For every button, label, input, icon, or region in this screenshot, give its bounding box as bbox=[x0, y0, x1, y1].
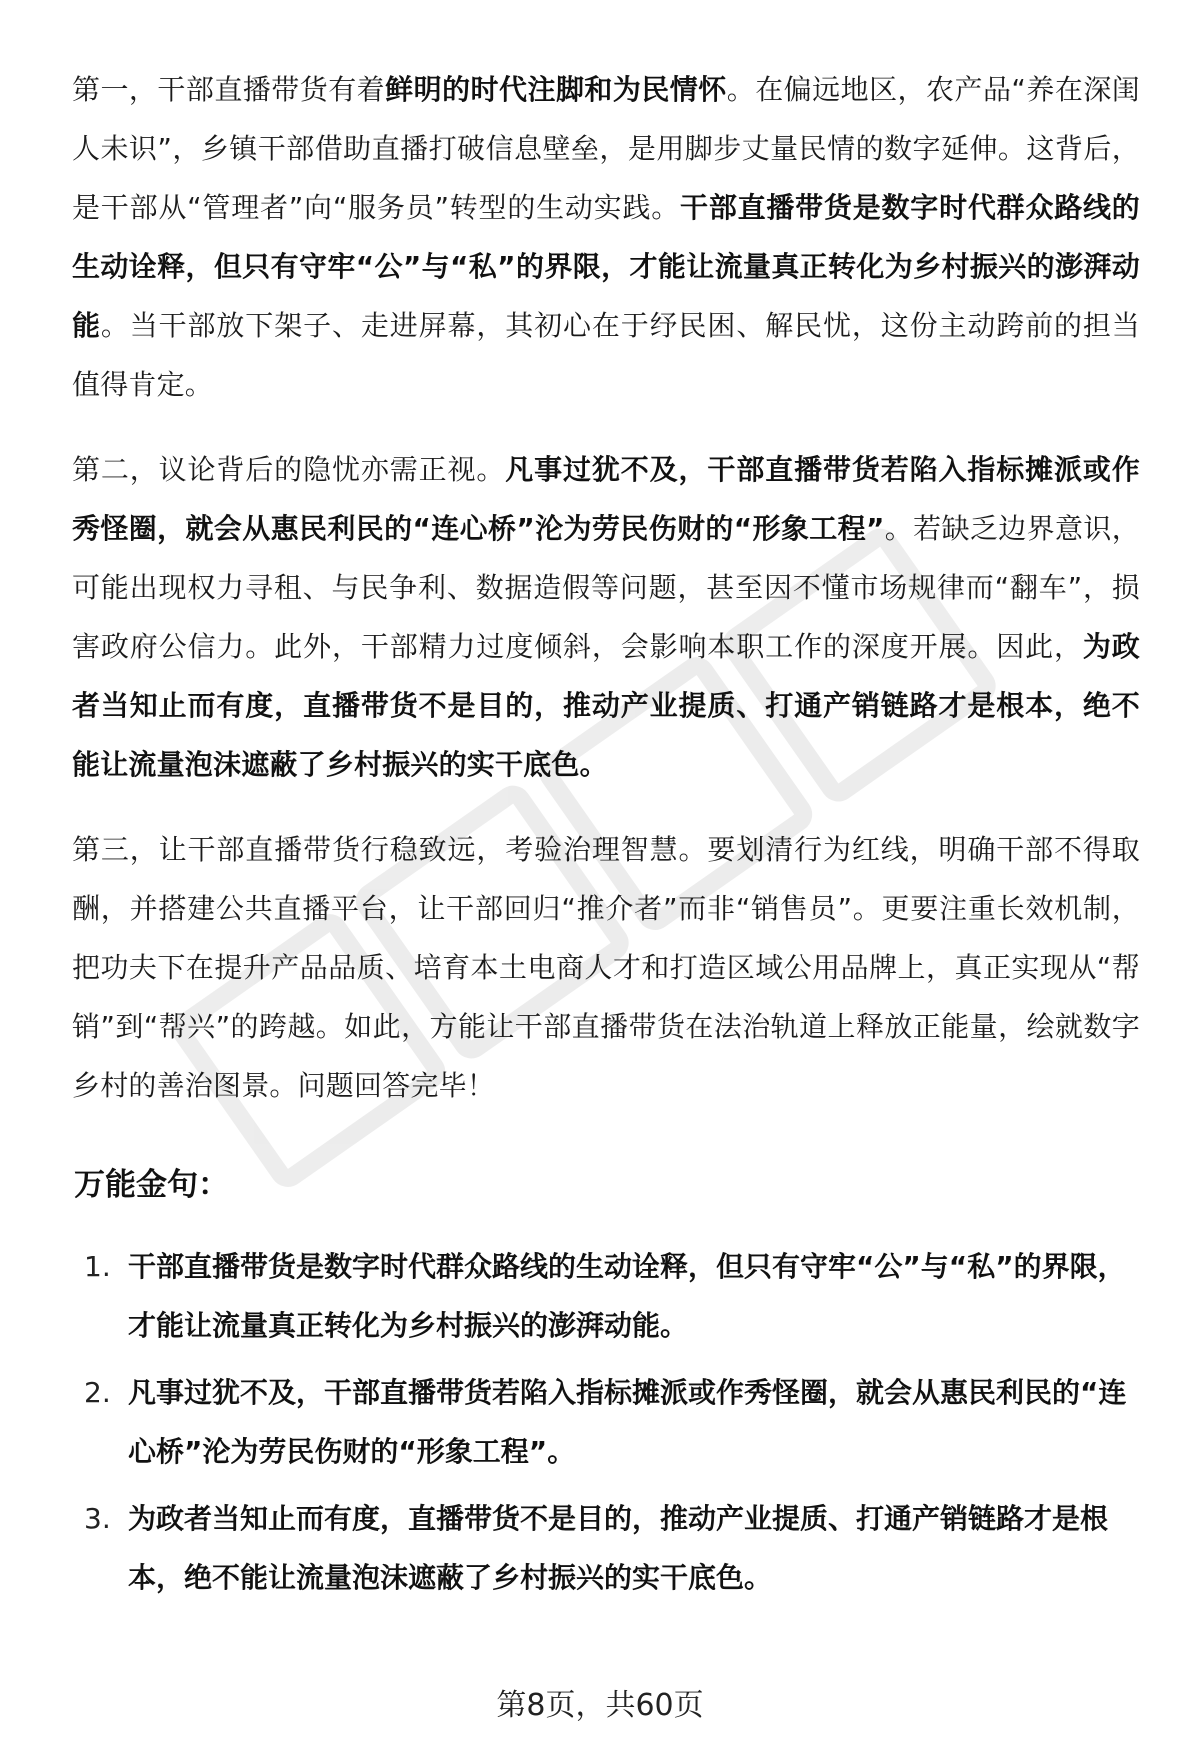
paragraph-2 bbox=[72, 440, 1140, 794]
list-item-number: 3. bbox=[84, 1502, 111, 1535]
paragraph-1-bold-2: 干部直播带货是数字时代群众路线的生动诠释，但只有守牢“公”与“私”的界限，才能让流量真正转化为乡村振兴的澎湃动能 bbox=[72, 191, 1140, 342]
list-item-text: 干部直播带货是数字时代群众路线的生动诠释，但只有守牢“公”与“私”的界限，才能让流量真正转化为乡村振兴的澎湃动能。 bbox=[128, 1250, 1126, 1342]
list-item-number: 1. bbox=[84, 1250, 111, 1283]
paragraph-1-bold-1: 鲜明的时代注脚和为民情怀 bbox=[385, 73, 727, 106]
paragraph-1 bbox=[72, 60, 1140, 414]
paragraph-1-text-3: 。当干部放下架子、走进屏幕，其初心在于纾民困、解民忧，这份主动跨前的担当值得肯定。 bbox=[72, 309, 1140, 401]
list-item bbox=[72, 1363, 1140, 1481]
paragraph-2-text-2: 。若缺乏边界意识，可能出现权力寻租、与民争利、数据造假等问题，甚至因不懂市场规律而“翻车”，损害政府公信力。此外，干部精力过度倾斜，会影响本职工作的深度开展。因此， bbox=[72, 512, 1140, 663]
paragraph-3 bbox=[72, 820, 1140, 1115]
paragraph-1-text-1: 第一，干部直播带货有着 bbox=[72, 73, 386, 106]
paragraph-3-text-1: 第三，让干部直播带货行稳致远，考验治理智慧。要划清行为红线，明确干部不得取酬，并搭建公共直播平台，让干部回归“推介者”而非“销售员”。更要注重长效机制，把功夫下在提升产品品质、培育本土电商人才和打造区域公用品牌上，真正实现从“帮销”到“帮兴”的跨越。如此，方能让干部直播带货在法治轨道上释放正能量，绘就数字乡村的善治图景。问题回答完毕！ bbox=[72, 833, 1140, 1102]
list-item-number: 2. bbox=[84, 1376, 111, 1409]
list-item bbox=[72, 1489, 1140, 1607]
paragraph-2-bold-2: 为政者当知止而有度，直播带货不是目的，推动产业提质、打通产销链路才是根本，绝不能让流量泡沫遮蔽了乡村振兴的实干底色。 bbox=[72, 630, 1140, 781]
list-item-text: 为政者当知止而有度，直播带货不是目的，推动产业提质、打通产销链路才是根本，绝不能让流量泡沫遮蔽了乡村振兴的实干底色。 bbox=[128, 1502, 1109, 1594]
page-footer: 第8页，共60页 bbox=[496, 1688, 704, 1723]
paragraph-2-text-1: 第二，议论背后的隐忧亦需正视。 bbox=[72, 453, 506, 486]
paragraph-1-text-2: 。在偏远地区，农产品“养在深闺人未识”，乡镇干部借助直播打破信息壁垒，是用脚步丈量民情的数字延伸。这背后，是干部从“管理者”向“服务员”转型的生动实践。 bbox=[72, 73, 1140, 224]
paragraph-2-bold-1: 凡事过犹不及，干部直播带货若陷入指标摊派或作秀怪圈，就会从惠民利民的“连心桥”沦为劳民伤财的“形象工程” bbox=[72, 453, 1140, 545]
golden-sentences-list bbox=[72, 1237, 1140, 1607]
list-item bbox=[72, 1237, 1140, 1355]
document-content bbox=[72, 60, 1140, 1615]
section-heading: 万能金句： bbox=[74, 1167, 229, 1203]
list-item-text: 凡事过犹不及，干部直播带货若陷入指标摊派或作秀怪圈，就会从惠民利民的“连心桥”沦为劳民伤财的“形象工程”。 bbox=[128, 1376, 1127, 1468]
